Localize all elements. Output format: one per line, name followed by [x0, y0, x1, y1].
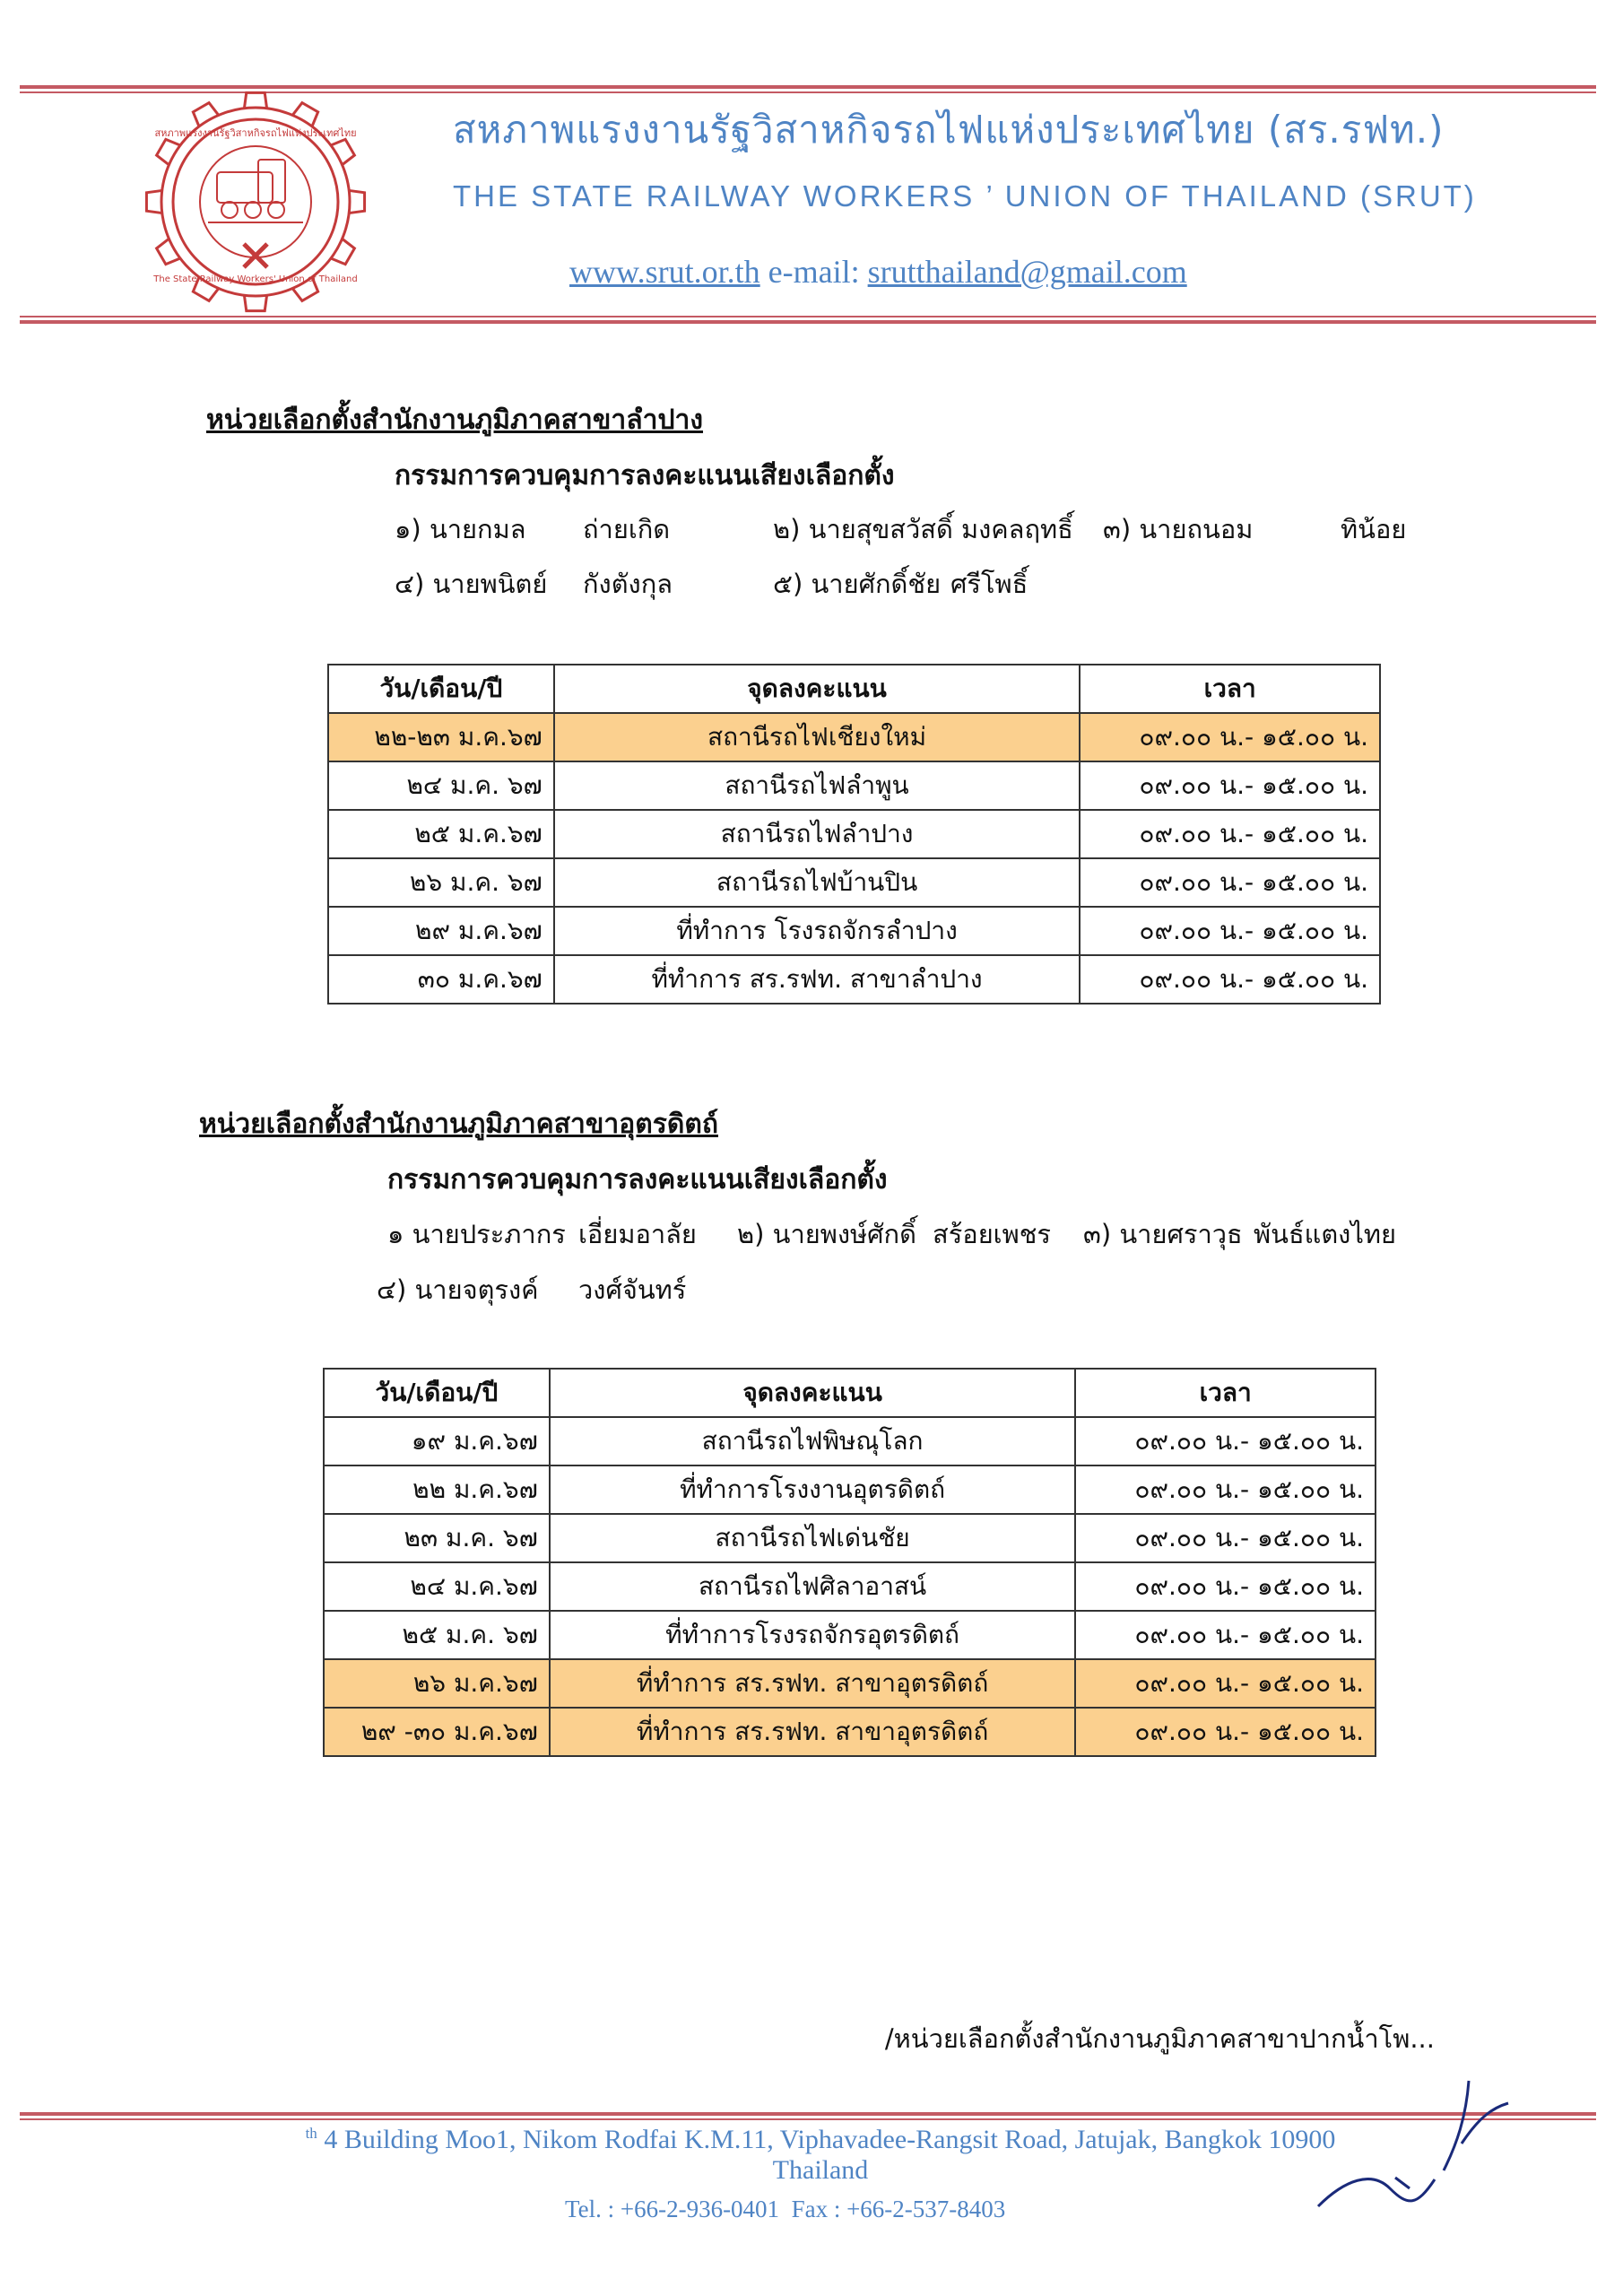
cell-date: ๓๐ ม.ค.๖๗ — [328, 955, 554, 1004]
table-row — [324, 1514, 1376, 1562]
schedule-table-uttaradit — [323, 1368, 1376, 1757]
schedule-table-lampang — [327, 664, 1381, 1004]
cell-date: ๒๙ -๓๐ ม.ค.๖๗ — [324, 1708, 550, 1756]
cell-date: ๒๕ ม.ค. ๖๗ — [324, 1611, 550, 1659]
address-main: 4 Building Moo1, Nikom Rodfai K.M.11, Viphavadee-Rangsit Road, Jatujak, Bangkok 10900 — [324, 2125, 1336, 2154]
table-row — [324, 1611, 1376, 1659]
gear-tooth — [146, 190, 161, 213]
gear-tooth — [349, 190, 364, 213]
address-superscript: th — [305, 2125, 317, 2142]
committee-title: กรรมการควบคุมการลงคะแนนเสียงเลือกตั้ง — [395, 460, 895, 491]
cell-date: ๒๒-๒๓ ม.ค.๖๗ — [328, 713, 554, 761]
cell-place: สถานีรถไฟเด่นชัย — [550, 1514, 1076, 1562]
cell-date: ๒๒ ม.ค.๖๗ — [324, 1465, 550, 1514]
gear-tooth — [244, 92, 266, 108]
committee-member: ๒) นายพงษ์ศักดิ์ — [737, 1219, 916, 1249]
column-header-place: จุดลงคะแนน — [550, 1369, 1076, 1417]
table-row — [328, 810, 1380, 858]
column-header-time: เวลา — [1080, 665, 1380, 713]
svg-text:สหภาพแรงงานรัฐวิสาหกิจรถไฟแห่ง: สหภาพแรงงานรัฐวิสาหกิจรถไฟแห่งประเทศไทย — [154, 127, 357, 139]
cell-date: ๒๖ ม.ค. ๖๗ — [328, 858, 554, 907]
committee-member: ทิน้อย — [1341, 514, 1407, 544]
cell-place: ที่ทำการโรงงานอุตรดิตถ์ — [550, 1465, 1076, 1514]
cell-time: ๐๙.๐๐ น.- ๑๕.๐๐ น. — [1075, 1659, 1376, 1708]
committee-member: สร้อยเพชร — [933, 1219, 1051, 1249]
committee-member: ๕) นายศักดิ์ชัย — [773, 569, 942, 599]
gear-tooth — [244, 295, 266, 310]
email-link[interactable]: srutthailand@gmail.com — [867, 254, 1187, 290]
cell-date: ๒๖ ม.ค.๖๗ — [324, 1659, 550, 1708]
cell-place: สถานีรถไฟศิลาอาสน์ — [550, 1562, 1076, 1611]
cell-time: ๐๙.๐๐ น.- ๑๕.๐๐ น. — [1080, 858, 1380, 907]
footer-address — [242, 2118, 1399, 2186]
committee-member: ๑ นายประภากร — [387, 1219, 566, 1249]
cell-time: ๐๙.๐๐ น.- ๑๕.๐๐ น. — [1075, 1708, 1376, 1756]
header-rule-bottom-thin — [20, 316, 1596, 317]
cell-date: ๒๓ ม.ค. ๖๗ — [324, 1514, 550, 1562]
committee-member: ๓) นายศราวุธ — [1083, 1219, 1243, 1249]
union-gear-seal-icon — [143, 90, 368, 314]
cell-date: ๒๔ ม.ค. ๖๗ — [328, 761, 554, 810]
cell-time: ๐๙.๐๐ น.- ๑๕.๐๐ น. — [1075, 1465, 1376, 1514]
committee-member: ๓) นายถนอม — [1103, 514, 1254, 544]
cell-place: สถานีรถไฟพิษณุโลก — [550, 1417, 1076, 1465]
cell-date: ๒๔ ม.ค.๖๗ — [324, 1562, 550, 1611]
cell-place: ที่ทำการ โรงรถจักรลำปาง — [554, 907, 1081, 955]
cell-time: ๐๙.๐๐ น.- ๑๕.๐๐ น. — [1080, 810, 1380, 858]
table-row — [324, 1659, 1376, 1708]
header-rule-bottom — [20, 320, 1596, 324]
org-contact — [569, 253, 1187, 291]
table-row — [324, 1708, 1376, 1756]
column-header-time: เวลา — [1075, 1369, 1376, 1417]
cell-time: ๐๙.๐๐ น.- ๑๕.๐๐ น. — [1075, 1514, 1376, 1562]
committee-member: เอี่ยมอาลัย — [578, 1219, 697, 1249]
cell-date: ๒๕ ม.ค.๖๗ — [328, 810, 554, 858]
cell-time: ๐๙.๐๐ น.- ๑๕.๐๐ น. — [1075, 1417, 1376, 1465]
table-header-row — [328, 665, 1380, 713]
cell-time: ๐๙.๐๐ น.- ๑๕.๐๐ น. — [1075, 1562, 1376, 1611]
continuation-note: /หน่วยเลือกตั้งสำนักงานภูมิภาคสาขาปากน้ำโพ... — [884, 2023, 1435, 2054]
committee-member: ๔) นายจตุรงค์ — [377, 1274, 539, 1305]
column-header-place: จุดลงคะแนน — [554, 665, 1081, 713]
cell-date: ๑๙ ม.ค.๖๗ — [324, 1417, 550, 1465]
cell-place: ที่ทำการโรงรถจักรอุตรดิตถ์ — [550, 1611, 1076, 1659]
org-name-english: THE STATE RAILWAY WORKERS ’ UNION OF THAILAND (SRUT) — [453, 179, 1477, 213]
table-row — [324, 1465, 1376, 1514]
fax-label: Fax : — [791, 2196, 841, 2222]
committee-member: ศรีโพธิ์ — [950, 569, 1028, 599]
section-title-uttaradit: หน่วยเลือกตั้งสำนักงานภูมิภาคสาขาอุตรดิตถ์ — [199, 1109, 718, 1140]
committee-member: ๔) นายพนิตย์ — [395, 569, 548, 599]
table-row — [324, 1417, 1376, 1465]
tel-label: Tel. : — [565, 2196, 615, 2222]
cell-place: สถานีรถไฟบ้านปิน — [554, 858, 1081, 907]
committee-member: กังตังกุล — [583, 569, 673, 599]
column-header-date: วัน/เดือน/ปี — [324, 1369, 550, 1417]
table-row — [328, 955, 1380, 1004]
footer-phone — [565, 2196, 1005, 2223]
cell-time: ๐๙.๐๐ น.- ๑๕.๐๐ น. — [1080, 907, 1380, 955]
tel-number: +66-2-936-0401 — [620, 2196, 780, 2222]
cell-place: สถานีรถไฟลำปาง — [554, 810, 1081, 858]
email-label: e-mail: — [768, 254, 860, 290]
table-row — [324, 1562, 1376, 1611]
cell-place: สถานีรถไฟลำพูน — [554, 761, 1081, 810]
website-link[interactable]: www.srut.or.th — [569, 254, 760, 290]
cell-place: สถานีรถไฟเชียงใหม่ — [554, 713, 1081, 761]
cell-time: ๐๙.๐๐ น.- ๑๕.๐๐ น. — [1080, 713, 1380, 761]
table-row — [328, 907, 1380, 955]
org-name-thai: สหภาพแรงงานรัฐวิสาหกิจรถไฟแห่งประเทศไทย (สร.รฟท.) — [453, 108, 1445, 152]
cell-place: ที่ทำการ สร.รฟท. สาขาลำปาง — [554, 955, 1081, 1004]
header-rule-top — [20, 85, 1596, 89]
section-title-lampang: หน่วยเลือกตั้งสำนักงานภูมิภาคสาขาลำปาง — [206, 404, 704, 436]
committee-member: ถ่ายเกิด — [583, 514, 671, 544]
cell-time: ๐๙.๐๐ น.- ๑๕.๐๐ น. — [1075, 1611, 1376, 1659]
table-header-row — [324, 1369, 1376, 1417]
committee-member: วงศ์จันทร์ — [578, 1274, 687, 1305]
committee-member: ๒) นายสุขสวัสดิ์ มงคลฤทธิ์ — [773, 514, 1073, 544]
cell-time: ๐๙.๐๐ น.- ๑๕.๐๐ น. — [1080, 955, 1380, 1004]
committee-title: กรรมการควบคุมการลงคะแนนเสียงเลือกตั้ง — [387, 1164, 888, 1196]
table-row — [328, 858, 1380, 907]
cell-time: ๐๙.๐๐ น.- ๑๕.๐๐ น. — [1080, 761, 1380, 810]
cell-date: ๒๙ ม.ค.๖๗ — [328, 907, 554, 955]
column-header-date: วัน/เดือน/ปี — [328, 665, 554, 713]
committee-member: พันธ์แตงไทย — [1254, 1219, 1397, 1249]
handwritten-signature-icon — [1309, 2072, 1515, 2224]
table-row — [328, 761, 1380, 810]
table-row — [328, 713, 1380, 761]
fax-number: +66-2-537-8403 — [846, 2196, 1006, 2222]
committee-member: ๑) นายกมล — [395, 514, 526, 544]
address-country: Thailand — [772, 2155, 869, 2185]
cell-place: ที่ทำการ สร.รฟท. สาขาอุตรดิตถ์ — [550, 1708, 1076, 1756]
svg-text:The State Railway Workers' Uni: The State Railway Workers' Union of Thailand — [153, 274, 358, 284]
cell-place: ที่ทำการ สร.รฟท. สาขาอุตรดิตถ์ — [550, 1659, 1076, 1708]
